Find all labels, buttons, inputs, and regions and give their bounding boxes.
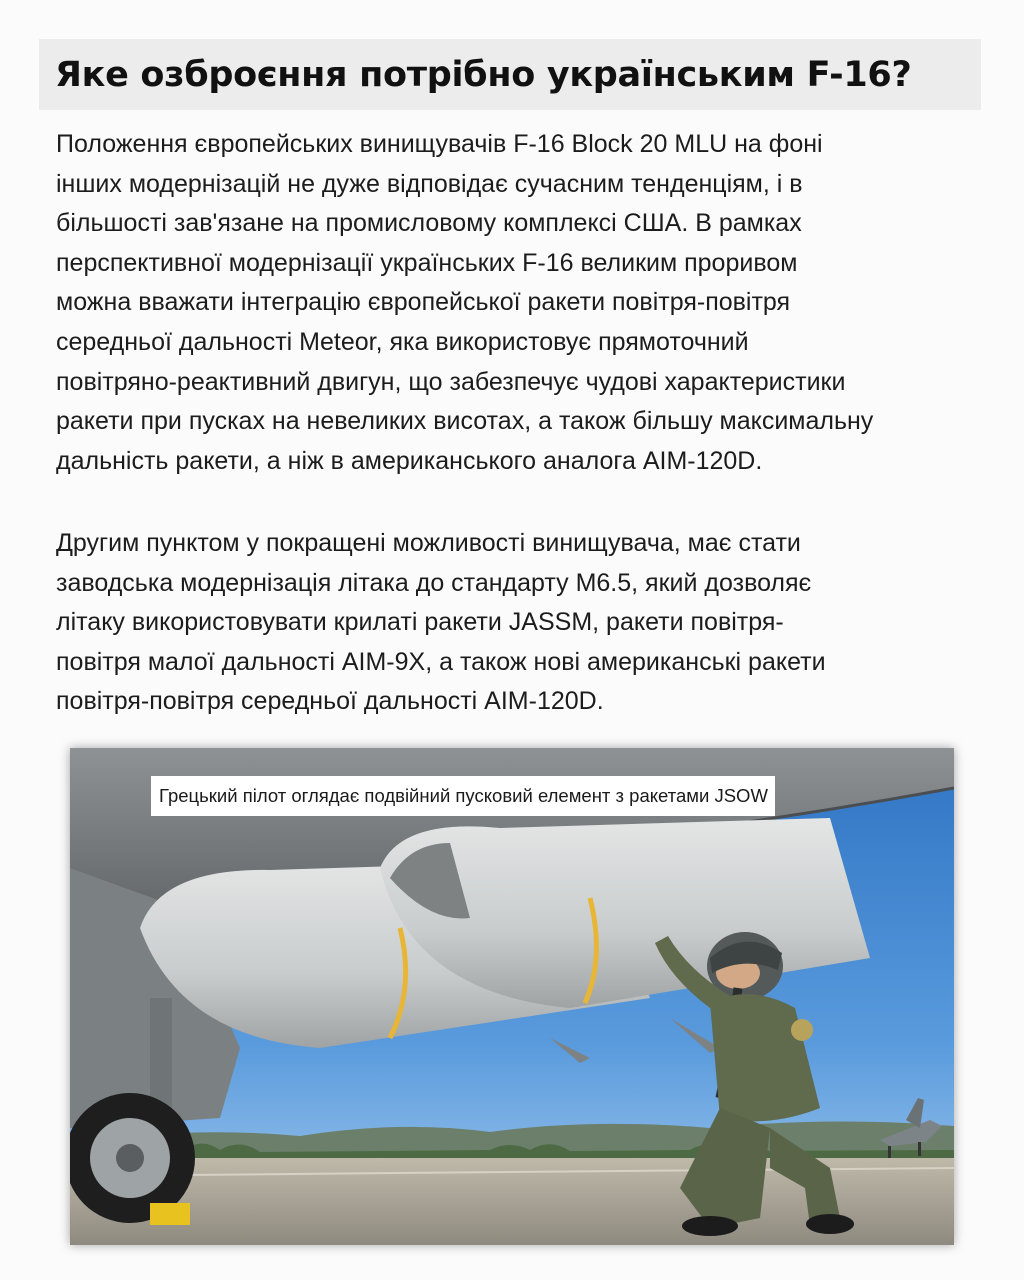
paragraph-line: повітря-повітря середньої дальності AIM-120D. <box>56 687 604 716</box>
article-photo <box>70 748 954 1245</box>
paragraph-line: більшості зав'язане на промисловому комплексі США. В рамках <box>56 209 802 238</box>
photo-caption: Грецький пілот оглядає подвійний пусковий елемент з ракетами JSOW <box>151 776 775 816</box>
paragraph-line: літаку використовувати крилаті ракети JASSM, ракети повітря- <box>56 608 784 637</box>
paragraph-line: повітря малої дальності AIM-9X, а також нові американські ракети <box>56 647 826 676</box>
title-banner <box>39 39 981 110</box>
wheel-chock <box>150 1203 190 1225</box>
paragraph-line: Положення європейських винищувачів F-16 Block 20 MLU на фоні <box>56 130 823 158</box>
paragraph-line: інших модернізацій не дуже відповідає сучасним тенденціям, і в <box>56 169 803 198</box>
page-title: Яке озброєння потрібно українським F-16? <box>55 54 912 95</box>
photo-illustration <box>70 748 954 1245</box>
paragraph-line: перспективної модернізації українських F-16 великим проривом <box>56 248 798 277</box>
paragraph-line: дальність ракети, а ніж в американського аналога AIM-120D. <box>56 446 763 475</box>
paragraph-line: Другим пунктом у покращені можливості винищувача, має стати <box>56 529 801 557</box>
article-paragraph-1 <box>56 125 996 481</box>
article-paragraph-2 <box>56 524 996 722</box>
paragraph-line: заводська модернізація літака до стандарту M6.5, який дозволяє <box>56 568 812 597</box>
paragraph-line: повітряно-реактивний двигун, що забезпечує чудові характеристики <box>56 367 846 396</box>
paragraph-line: ракети при пусках на невеликих висотах, а також більшу максимальну <box>56 407 874 436</box>
paragraph-line: можна вважати інтеграцію європейської ракети повітря-повітря <box>56 288 791 317</box>
paragraph-line: середньої дальності Meteor, яка використовує прямоточний <box>56 327 749 356</box>
